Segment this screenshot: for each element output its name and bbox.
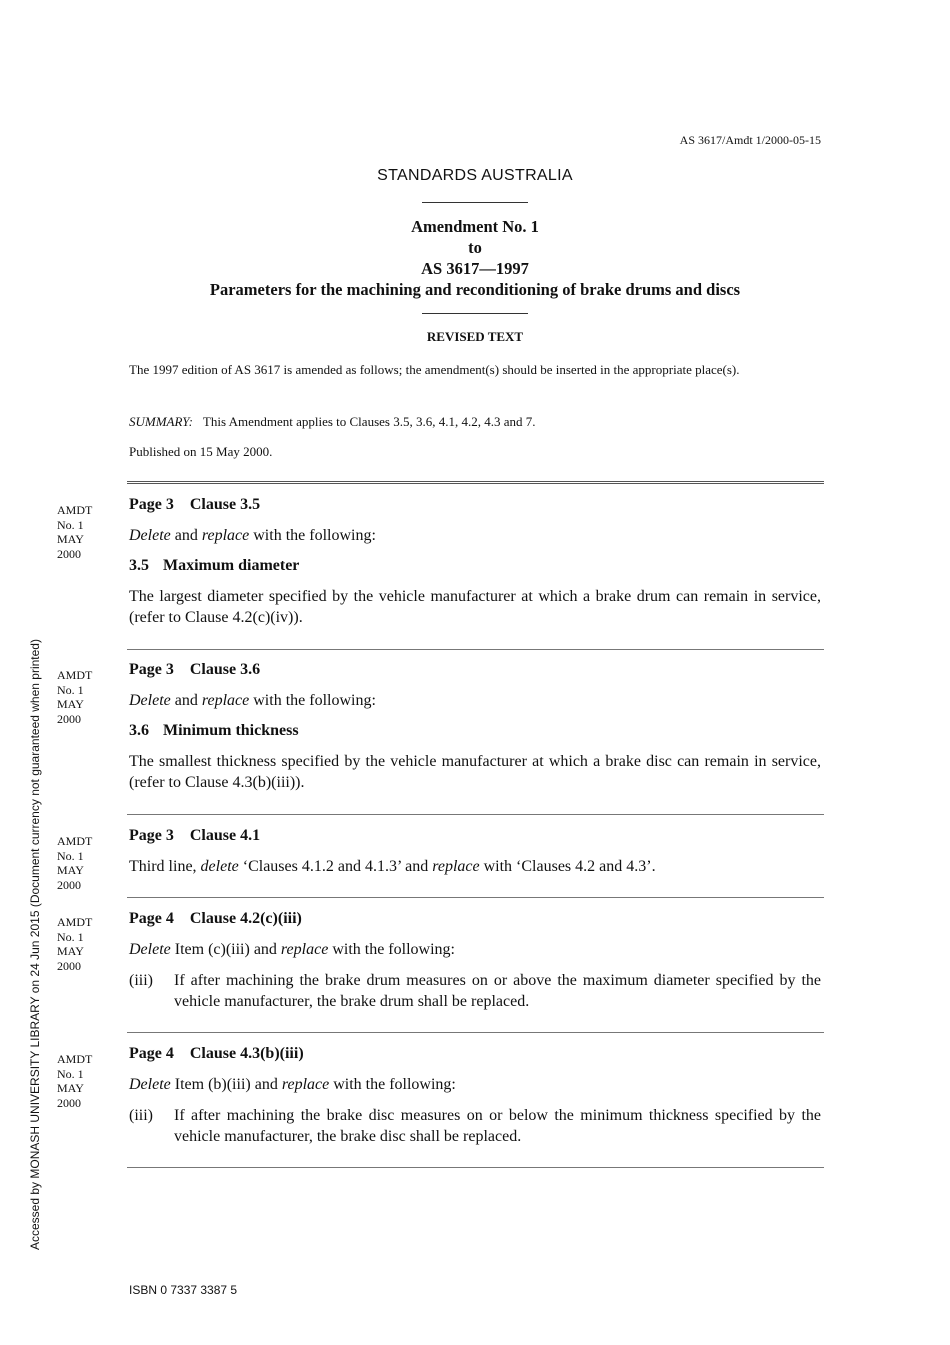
clause-ref: Clause 3.5 <box>189 496 261 513</box>
access-notice: Accessed by MONASH UNIVERSITY LIBRARY on 24 Jun 2015 (Document currency not guaranteed when printed) <box>28 639 42 1250</box>
page-ref: Page 4 <box>129 1045 174 1062</box>
section-divider <box>127 814 824 815</box>
amdt-number: No. 1 <box>57 682 84 697</box>
amdt-year: 2000 <box>57 1095 81 1110</box>
amdt-number: No. 1 <box>57 1066 84 1081</box>
clause-title: Minimum thickness <box>163 722 299 739</box>
clause-number: 3.6 <box>129 722 149 739</box>
title-divider-bottom <box>422 313 528 314</box>
amdt-label: AMDT <box>57 1052 93 1066</box>
section-heading <box>129 494 821 515</box>
section-divider <box>127 1032 824 1033</box>
clause-ref: Clause 4.3(b)(iii) <box>189 1045 304 1062</box>
amendment-section <box>129 1043 821 1147</box>
section-heading <box>129 908 821 929</box>
intro-paragraph: The 1997 edition of AS 3617 is amended as follows; the amendment(s) should be inserted in the appropriate place(s). <box>129 362 740 377</box>
replace-word: replace <box>201 692 250 709</box>
section-heading <box>129 825 821 846</box>
section-divider <box>127 1167 824 1168</box>
title-line-standard: AS 3617—1997 <box>421 259 529 278</box>
section-divider <box>127 649 824 650</box>
instruction-rest: with the following: <box>253 692 376 709</box>
page-ref: Page 4 <box>129 910 174 927</box>
amdt-number: No. 1 <box>57 517 84 532</box>
instruction <box>129 939 821 960</box>
instruction-rest: with the following: <box>253 527 376 544</box>
organization-name: STANDARDS AUSTRALIA <box>377 167 573 184</box>
instruction <box>129 1074 821 1095</box>
amdt-month: MAY <box>57 697 84 711</box>
clause-title: Maximum diameter <box>163 557 300 574</box>
amdt-year: 2000 <box>57 958 81 973</box>
title-line-to: to <box>468 238 482 257</box>
published-date: Published on 15 May 2000. <box>129 444 273 459</box>
instruction <box>129 856 821 877</box>
page-ref: Page 3 <box>129 496 174 513</box>
list-item <box>129 970 821 1012</box>
amdt-month: MAY <box>57 1081 84 1095</box>
instruction-rest: with the following: <box>333 1076 456 1093</box>
amdt-year: 2000 <box>57 546 81 561</box>
amdt-year: 2000 <box>57 877 81 892</box>
amendment-section <box>129 908 821 1012</box>
clause-number: 3.5 <box>129 557 149 574</box>
instruction-and: and <box>174 527 198 544</box>
summary-line <box>129 411 821 432</box>
title-line-amendment: Amendment No. 1 <box>411 217 539 236</box>
instruction-and: Item (c)(iii) and <box>174 941 277 958</box>
page-ref: Page 3 <box>129 827 174 844</box>
item-text: If after machining the brake disc measures on or below the minimum thickness specified by the vehicle manufacturer, the brake disc shall be replaced. <box>174 1107 821 1145</box>
instruction <box>129 525 821 546</box>
section-divider <box>127 481 824 484</box>
summary-label: SUMMARY: <box>129 414 193 429</box>
amdt-month: MAY <box>57 944 84 958</box>
instruction-rest: with ‘Clauses 4.2 and 4.3’. <box>483 858 656 875</box>
amendment-section <box>129 659 821 793</box>
page-ref: Page 3 <box>129 661 174 678</box>
isbn: ISBN 0 7337 3387 5 <box>129 1283 238 1297</box>
replace-word: replace <box>432 858 480 875</box>
title-line-subject: Parameters for the machining and reconditioning of brake drums and discs <box>209 280 741 299</box>
replace-word: replace <box>280 941 329 958</box>
amdt-note <box>57 503 117 561</box>
amendment-section <box>129 494 821 628</box>
section-divider <box>127 897 824 898</box>
title-block <box>0 216 950 300</box>
instruction-pre: Third line, <box>129 858 197 875</box>
clause-body: The smallest thickness specified by the vehicle manufacturer at which a brake disc can remain in service, (refer to Clause 4.3(b)(iii)). <box>129 753 821 791</box>
delete-word: Delete <box>129 941 171 958</box>
amdt-label: AMDT <box>57 668 93 682</box>
instruction-and: Item (b)(iii) and <box>174 1076 278 1093</box>
amdt-number: No. 1 <box>57 848 84 863</box>
clause-subheading <box>129 555 821 576</box>
replace-word: replace <box>281 1076 330 1093</box>
amdt-month: MAY <box>57 532 84 546</box>
section-heading <box>129 659 821 680</box>
amdt-label: AMDT <box>57 834 93 848</box>
clause-ref: Clause 4.1 <box>189 827 261 844</box>
list-item <box>129 1105 821 1147</box>
amdt-note <box>57 915 117 973</box>
item-number: (iii) <box>129 1107 153 1124</box>
amdt-number: No. 1 <box>57 929 84 944</box>
replace-word: replace <box>201 527 250 544</box>
amdt-year: 2000 <box>57 711 81 726</box>
amdt-note <box>57 668 117 726</box>
item-text: If after machining the brake drum measures on or above the maximum diameter specified by the vehicle manufacturer, the brake drum shall be replaced. <box>174 972 821 1010</box>
instruction-rest: with the following: <box>332 941 455 958</box>
delete-word: Delete <box>129 527 171 544</box>
summary-text: This Amendment applies to Clauses 3.5, 3.6, 4.1, 4.2, 4.3 and 7. <box>202 414 536 429</box>
delete-word: Delete <box>129 692 171 709</box>
revised-text-heading: REVISED TEXT <box>426 329 524 344</box>
amdt-label: AMDT <box>57 503 93 517</box>
amendment-section <box>129 825 821 877</box>
amdt-month: MAY <box>57 863 84 877</box>
title-divider-top <box>422 202 528 203</box>
amdt-note <box>57 834 117 892</box>
instruction <box>129 690 821 711</box>
instruction-mid: ‘Clauses 4.1.2 and 4.1.3’ and <box>242 858 429 875</box>
section-heading <box>129 1043 821 1064</box>
amdt-label: AMDT <box>57 915 93 929</box>
item-number: (iii) <box>129 972 153 989</box>
instruction-and: and <box>174 692 198 709</box>
delete-word: Delete <box>129 1076 171 1093</box>
document-reference: AS 3617/Amdt 1/2000-05-15 <box>679 133 821 147</box>
clause-body: The largest diameter specified by the vehicle manufacturer at which a brake drum can remain in service, (refer to Clause 4.2(c)(iv)). <box>129 588 821 626</box>
amdt-note <box>57 1052 117 1110</box>
delete-word: delete <box>200 858 239 875</box>
clause-subheading <box>129 720 821 741</box>
clause-ref: Clause 3.6 <box>189 661 261 678</box>
clause-ref: Clause 4.2(c)(iii) <box>189 910 302 927</box>
